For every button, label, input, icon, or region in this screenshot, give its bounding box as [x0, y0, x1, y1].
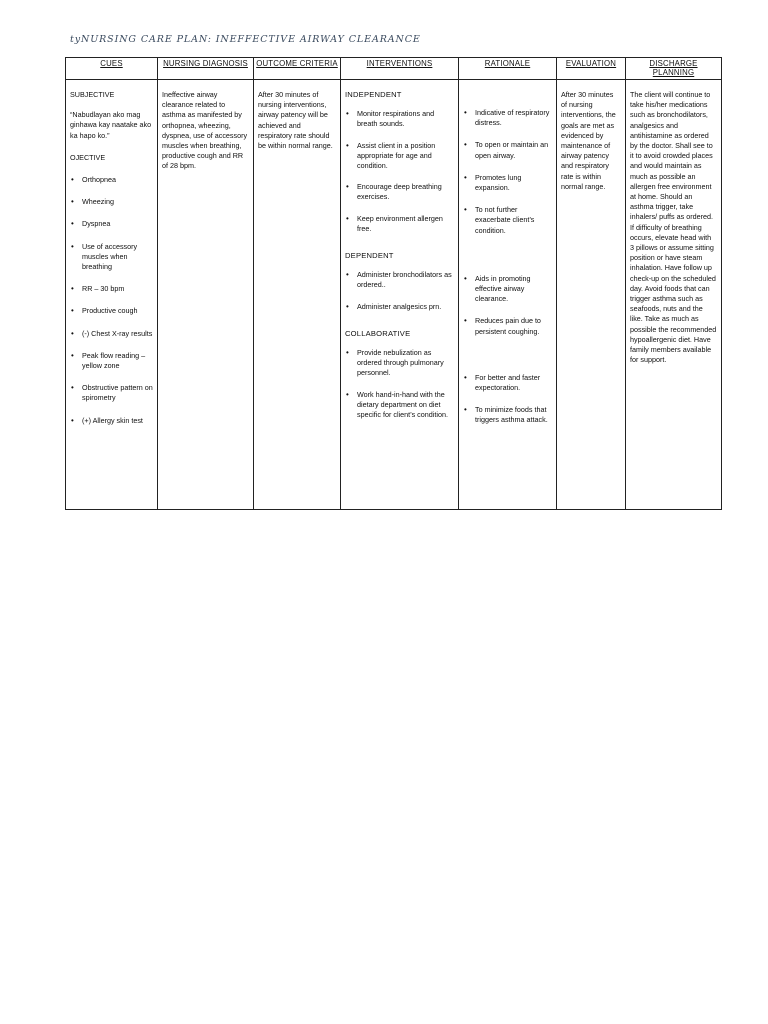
list-item: • Obstructive pattern on spirometry	[70, 383, 153, 403]
dependent-label: DEPENDENT	[345, 251, 394, 261]
content-row	[66, 80, 722, 510]
outcome-criteria-text: After 30 minutes of nursing interventions, airway patency will be achieved and respiratory rate should be within normal range.	[258, 90, 333, 151]
header-cues-label: CUES	[100, 59, 123, 68]
list-item: • Peak flow reading – yellow zone	[70, 351, 153, 371]
header-interventions	[341, 58, 459, 80]
nursing-care-plan-table	[65, 57, 722, 510]
evaluation-cell	[557, 80, 626, 510]
list-item: • Monitor respirations and breath sounds.	[345, 109, 454, 129]
header-rationale-label: RATIONALE	[484, 59, 531, 68]
list-item: • Indicative of respiratory distress.	[463, 108, 552, 128]
list-item: • Productive cough	[70, 306, 153, 316]
list-item: • Assist client in a position appropriate for age and condition.	[345, 141, 454, 172]
header-nursing-diagnosis-label: NURSING DIAGNOSIS	[163, 59, 248, 68]
list-item: • Orthopnea	[70, 175, 153, 185]
list-item: • To not further exacerbate client’s condition.	[463, 205, 552, 236]
header-nursing-diagnosis	[158, 58, 254, 80]
list-item: • Aids in promoting effective airway clearance.	[463, 274, 552, 305]
discharge-planning-text: The client will continue to take his/her medications such as bronchodilators, analgesics and antihistamine as ordered by the doctor. Shall see to it to avoid crowded places and would maintain as much as possible an allergen free environment at home. Should an asthma trigger, take inhalers/ puffs as ordered. If difficulty of breathing occurs, elevate head with 3 pillows or assume sitting position or have steam inhalation. Have follow up check-up on the scheduled day. Avoid foods that can trigger asthma such as seafoods, nuts and the like. Take as much as possible the recommended hypoallergenic diet. Have family members available for support.	[630, 90, 717, 365]
collaborative-label: COLLABORATIVE	[345, 328, 411, 338]
header-evaluation	[557, 58, 626, 80]
evaluation-text: After 30 minutes of nursing interventions, the goals are met as evidenced by maintenance of airway patency and respiratory rate is within normal range.	[561, 90, 616, 191]
list-item: • To minimize foods that triggers asthma attack.	[463, 405, 552, 425]
list-item: • Provide nebulization as ordered through pulmonary personnel.	[345, 348, 454, 379]
header-outcome-criteria-label: OUTCOME CRITERIA	[256, 59, 338, 68]
list-item: • Wheezing	[70, 197, 153, 207]
subjective-quote: “Nabudlayan ako mag ginhawa kay naatake ako ka hapo ko.”	[70, 110, 152, 140]
header-evaluation-label: EVALUATION	[565, 59, 617, 68]
list-item: • (-) Chest X-ray results	[70, 329, 153, 339]
header-rationale	[459, 58, 557, 80]
objective-list	[70, 175, 153, 426]
objective-label: OJECTIVE	[70, 152, 106, 162]
list-item: • Promotes lung expansion.	[463, 173, 552, 193]
list-item: • Work hand-in-hand with the dietary department on diet specific for client’s condition.	[345, 390, 454, 421]
independent-rationale-list	[463, 108, 552, 236]
list-item: • To open or maintain an open airway.	[463, 140, 552, 160]
list-item: • Administer bronchodilators as ordered..	[345, 270, 454, 290]
outcome-criteria-cell	[254, 80, 341, 510]
header-cues	[66, 58, 158, 80]
list-item: • RR – 30 bpm	[70, 284, 153, 294]
list-item: • Encourage deep breathing exercises.	[345, 182, 454, 202]
collaborative-interventions-list	[345, 348, 454, 420]
rationale-cell	[459, 80, 557, 510]
list-item: • Dyspnea	[70, 219, 153, 229]
nursing-diagnosis-cell	[158, 80, 254, 510]
list-item: • (+) Allergy skin test	[70, 416, 153, 426]
cues-cell	[66, 80, 158, 510]
discharge-planning-cell	[626, 80, 722, 510]
header-discharge-planning	[626, 58, 722, 80]
list-item: • Reduces pain due to persistent coughing.	[463, 316, 552, 336]
interventions-cell	[341, 80, 459, 510]
dependent-rationale-list	[463, 274, 552, 337]
subjective-label: SUBJECTIVE	[70, 90, 115, 99]
header-discharge-planning-label: DISCHARGE PLANNING	[649, 59, 698, 77]
header-interventions-label: INTERVENTIONS	[366, 59, 433, 68]
independent-interventions-list	[345, 109, 454, 234]
list-item: • For better and faster expectoration.	[463, 373, 552, 393]
independent-label: INDEPENDENT	[345, 90, 402, 99]
page-title: tyNURSING CARE PLAN: INEFFECTIVE AIRWAY CLEARANCE	[70, 34, 421, 45]
header-row	[66, 58, 722, 80]
collaborative-rationale-list	[463, 373, 552, 426]
list-item: • Keep environment allergen free.	[345, 214, 454, 234]
header-outcome-criteria	[254, 58, 341, 80]
dependent-interventions-list	[345, 270, 454, 312]
nursing-diagnosis-text: Ineffective airway clearance related to asthma as manifested by orthopnea, wheezing, dyspnea, use of accessory muscles when breathing, productive cough and RR of 28 bpm.	[162, 90, 248, 171]
list-item: • Administer analgesics prn.	[345, 302, 454, 312]
list-item: • Use of accessory muscles when breathing	[70, 242, 153, 273]
